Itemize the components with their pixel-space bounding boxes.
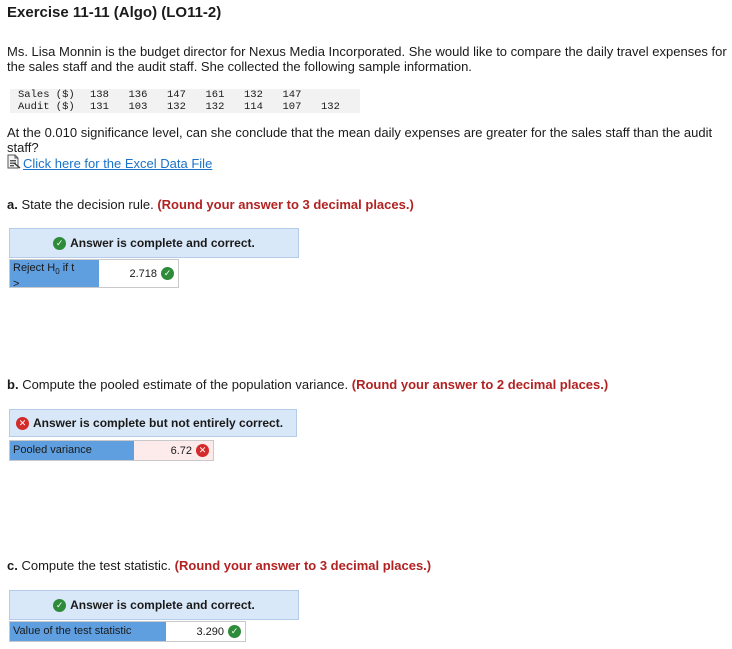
table-row (10, 89, 360, 101)
data-cell: 103 (128, 101, 148, 113)
test-statistic-value: 3.290 (196, 625, 224, 638)
data-cell (321, 89, 360, 101)
problem-intro: Ms. Lisa Monnin is the budget director for Nexus Media Incorporated. She would like to compare the daily travel expenses for the sales staff and the audit staff. She collected the following sample information. (7, 44, 727, 74)
x-circle-icon: ✕ (16, 417, 29, 430)
data-cell: 107 (282, 101, 302, 113)
check-circle-icon: ✓ (53, 237, 66, 250)
part-a-prompt (7, 197, 414, 212)
data-cell: 132 (205, 101, 225, 113)
excel-link-text[interactable]: Click here for the Excel Data File (23, 155, 213, 171)
part-c-banner-text: Answer is complete and correct. (70, 598, 255, 612)
part-b-banner-text: Answer is complete but not entirely correct. (33, 416, 284, 430)
data-cell: 132 (167, 101, 186, 113)
critical-value-field[interactable] (99, 260, 178, 287)
part-c-status-banner (9, 590, 299, 620)
part-a-banner-text: Answer is complete and correct. (70, 236, 255, 250)
check-circle-icon: ✓ (228, 625, 241, 638)
data-cell: 132 (321, 101, 340, 113)
question-text: At the 0.010 significance level, can she conclude that the mean daily expenses are greater for the sales staff than the audit staff? (7, 125, 713, 155)
row-label: Sales ($) (18, 89, 75, 101)
test-statistic-field[interactable] (166, 622, 245, 641)
part-a-text: State the decision rule. (21, 197, 154, 212)
label-reject: Reject H (13, 262, 56, 274)
critical-value: 2.718 (129, 267, 157, 280)
pooled-variance-field[interactable] (134, 441, 213, 460)
decision-rule-label (10, 260, 99, 291)
excel-data-link[interactable] (7, 154, 212, 172)
part-c-instruction: (Round your answer to 3 decimal places.) (174, 558, 432, 573)
data-cell: 136 (128, 89, 148, 101)
part-c-prompt (7, 558, 431, 573)
label-if-t: if t (59, 262, 75, 274)
part-b-prefix: b. (7, 377, 19, 392)
part-b-prompt (7, 377, 608, 392)
spreadsheet-file-icon (7, 154, 21, 172)
data-cell: 131 (90, 101, 109, 113)
pooled-variance-value: 6.72 (170, 444, 192, 457)
part-c-text: Compute the test statistic. (21, 558, 172, 573)
data-cell: 161 (205, 89, 225, 101)
part-b-instruction: (Round your answer to 2 decimal places.) (351, 377, 609, 392)
check-circle-icon: ✓ (53, 599, 66, 612)
data-cell: 147 (282, 89, 302, 101)
exercise-title: Exercise 11-11 (Algo) (LO11-2) (7, 4, 222, 21)
part-a-instruction: (Round your answer to 3 decimal places.) (157, 197, 414, 212)
part-b-answer-row (9, 440, 214, 461)
row-label: Audit ($) (18, 101, 75, 113)
test-statistic-label: Value of the test statistic (10, 622, 166, 641)
label-operator: > (13, 278, 20, 291)
data-cell: 132 (244, 89, 263, 101)
part-a-status-banner (9, 228, 299, 258)
part-c-answer-row (9, 621, 246, 642)
part-c-prefix: c. (7, 558, 18, 573)
x-circle-icon: ✕ (196, 444, 209, 457)
table-row (10, 101, 360, 113)
data-cell: 147 (167, 89, 186, 101)
data-cell: 138 (90, 89, 109, 101)
part-a-answer-row (9, 259, 179, 291)
part-b-status-banner (9, 409, 297, 437)
check-circle-icon: ✓ (161, 267, 174, 280)
part-b-text: Compute the pooled estimate of the population variance. (22, 377, 349, 392)
sample-data-table (10, 89, 360, 113)
label-subscript: 0 (55, 267, 60, 277)
pooled-variance-label: Pooled variance (10, 441, 134, 460)
part-a-prefix: a. (7, 197, 18, 212)
data-cell: 114 (244, 101, 263, 113)
